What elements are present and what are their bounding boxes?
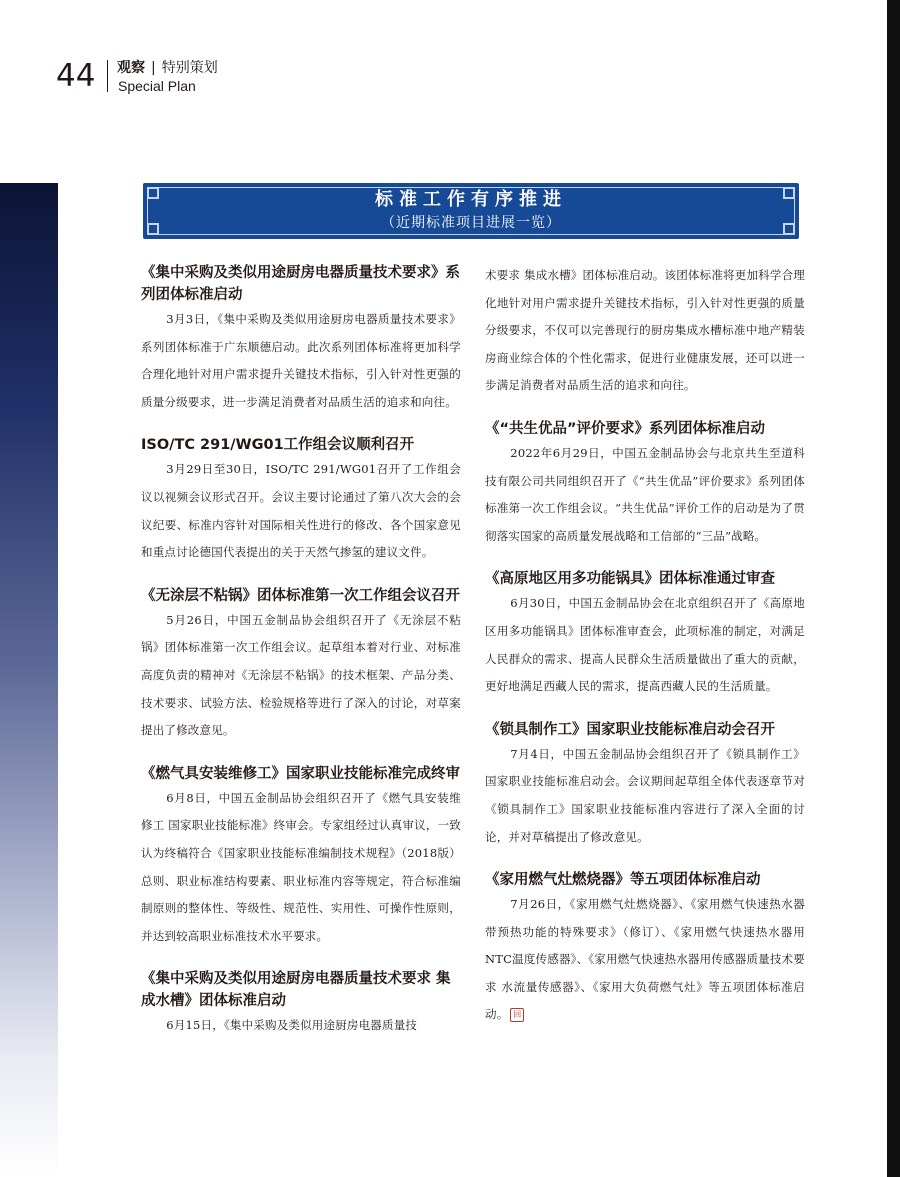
article-body-continued: 术要求 集成水槽》团体标准启动。该团体标准将更加科学合理化地针对用户需求提升关键技术指标，引入针对性更强的质量分级要求，不仅可以完善现行的厨房集成水槽标准中地产精装房商业综合体的个性化需求，促进行业健康发展，还可以进一步满足消费者对品质生活的追求和向往。 (485, 268, 805, 393)
article-heading: 《集中采购及类似用途厨房电器质量技术要求 集成水槽》团体标准启动 (141, 971, 451, 1010)
article-heading: 《家用燃气灶燃烧器》等五项团体标准启动 (485, 872, 761, 889)
section-name: 观察 (117, 60, 145, 76)
header-divider (107, 60, 108, 92)
article-heading: 《高原地区用多功能锅具》团体标准通过审查 (485, 571, 775, 588)
article-heading: ISO/TC 291/WG01工作组会议顺利召开 (141, 437, 415, 454)
header-section (117, 60, 218, 77)
article-body: 6月8日，中国五金制品协会组织召开了《燃气具安装维修工 国家职业技能标准》终审会。专家组经过认真审议，一致认为终稿符合《国家职业技能标准编制技术规程》（2018版）总则、职业标准结构要素、职业标准内容等规定，符合标准编制原则的整体性、等级性、规范性、实用性、可操作性原则，并达到较高职业标准技术水平要求。 (141, 790, 461, 943)
article-body: 6月30日，中国五金制品协会在北京组织召开了《高原地区用多功能锅具》团体标准审查会，此项标准的制定，对满足人民群众的需求、提高人民群众生活质量做出了重大的贡献，更好地满足西藏人民的需求，提高西藏人民的生活质量。 (485, 596, 805, 694)
article-heading: 《燃气具安装维修工》国家职业技能标准完成终审 (141, 765, 460, 782)
article-heading: 《无涂层不粘锅》团体标准第一次工作组会议召开 (141, 587, 460, 604)
section-english: Special Plan (118, 78, 196, 94)
banner-subtitle: （近期标准项目进展一览） (381, 215, 561, 231)
article-body: 5月26日，中国五金制品协会组织召开了《无涂层不粘锅》团体标准第一次工作组会议。起草组本着对行业、对标准高度负责的精神对《无涂层不粘锅》的技术框架、产品分类、技术要求、试验方法、检验规格等进行了深入的讨论，对草案提出了修改意见。 (141, 612, 461, 738)
banner-title: 标准工作有序推进 (375, 189, 567, 210)
section-separator: | (151, 60, 156, 76)
article-heading: 《“共生优品”评价要求》系列团体标准启动 (485, 420, 766, 437)
article-body: 3月29日至30日，ISO/TC 291/WG01召开了工作组会议以视频会议形式召开。会议主要讨论通过了第八次大会的会议纪要、标准内容针对国际相关性进行的修改、各个国家意见和重点讨论德国代表提出的关于天然气掺氢的建议文件。 (141, 462, 461, 560)
article-body-text: 7月26日，《家用燃气灶燃烧器》、《家用燃气快速热水器 带预热功能的特殊要求》（修订）、《家用燃气快速热水器用NTC温度传感器》、《家用燃气快速热水器用传感器质量技术要求 水流量传感器》、《家用大负荷燃气灶》等五项团体标准启动。 (485, 897, 805, 1022)
article-heading: 《锁具制作工》国家职业技能标准启动会召开 (485, 721, 775, 738)
end-mark-icon: 回 (510, 1008, 524, 1022)
article-body: 2022年6月29日，中国五金制品协会与北京共生至道科技有限公司共同组织召开了《“共生优品”评价要求》系列团体标准第一次工作组会议。“共生优品”评价工作的启动是为了贯彻落实国家的高质量发展战略和工信部的“三品”战略。 (485, 445, 805, 543)
left-column (141, 262, 461, 1040)
article-body: 6月15日，《集中采购及类似用途厨房电器质量技 (166, 1018, 418, 1033)
title-banner (143, 183, 799, 239)
article-body-final (485, 891, 805, 1029)
side-gradient-bar (0, 183, 58, 1177)
page-edge-bar (887, 0, 900, 1177)
article-body: 7月4日，中国五金制品协会组织召开了《锁具制作工》国家职业技能标准启动会。会议期间起草组全体代表逐章节对《锁具制作工》国家职业技能标准内容进行了深入全面的讨论，并对草稿提出了修改意见。 (485, 746, 805, 844)
article-body: 3月3日，《集中采购及类似用途厨房电器质量技术要求》系列团体标准于广东顺德启动。此次系列团体标准将更加科学合理化地针对用户需求提升关键技术指标，引入针对性更强的质量分级要求，进一步满足消费者对品质生活的追求和向往。 (141, 312, 461, 409)
article-heading: 《集中采购及类似用途厨房电器质量技术要求》系列团体标准启动 (141, 265, 460, 303)
right-column (485, 262, 805, 1029)
page-number: 44 (56, 58, 96, 94)
subsection-name: 特别策划 (161, 60, 218, 76)
